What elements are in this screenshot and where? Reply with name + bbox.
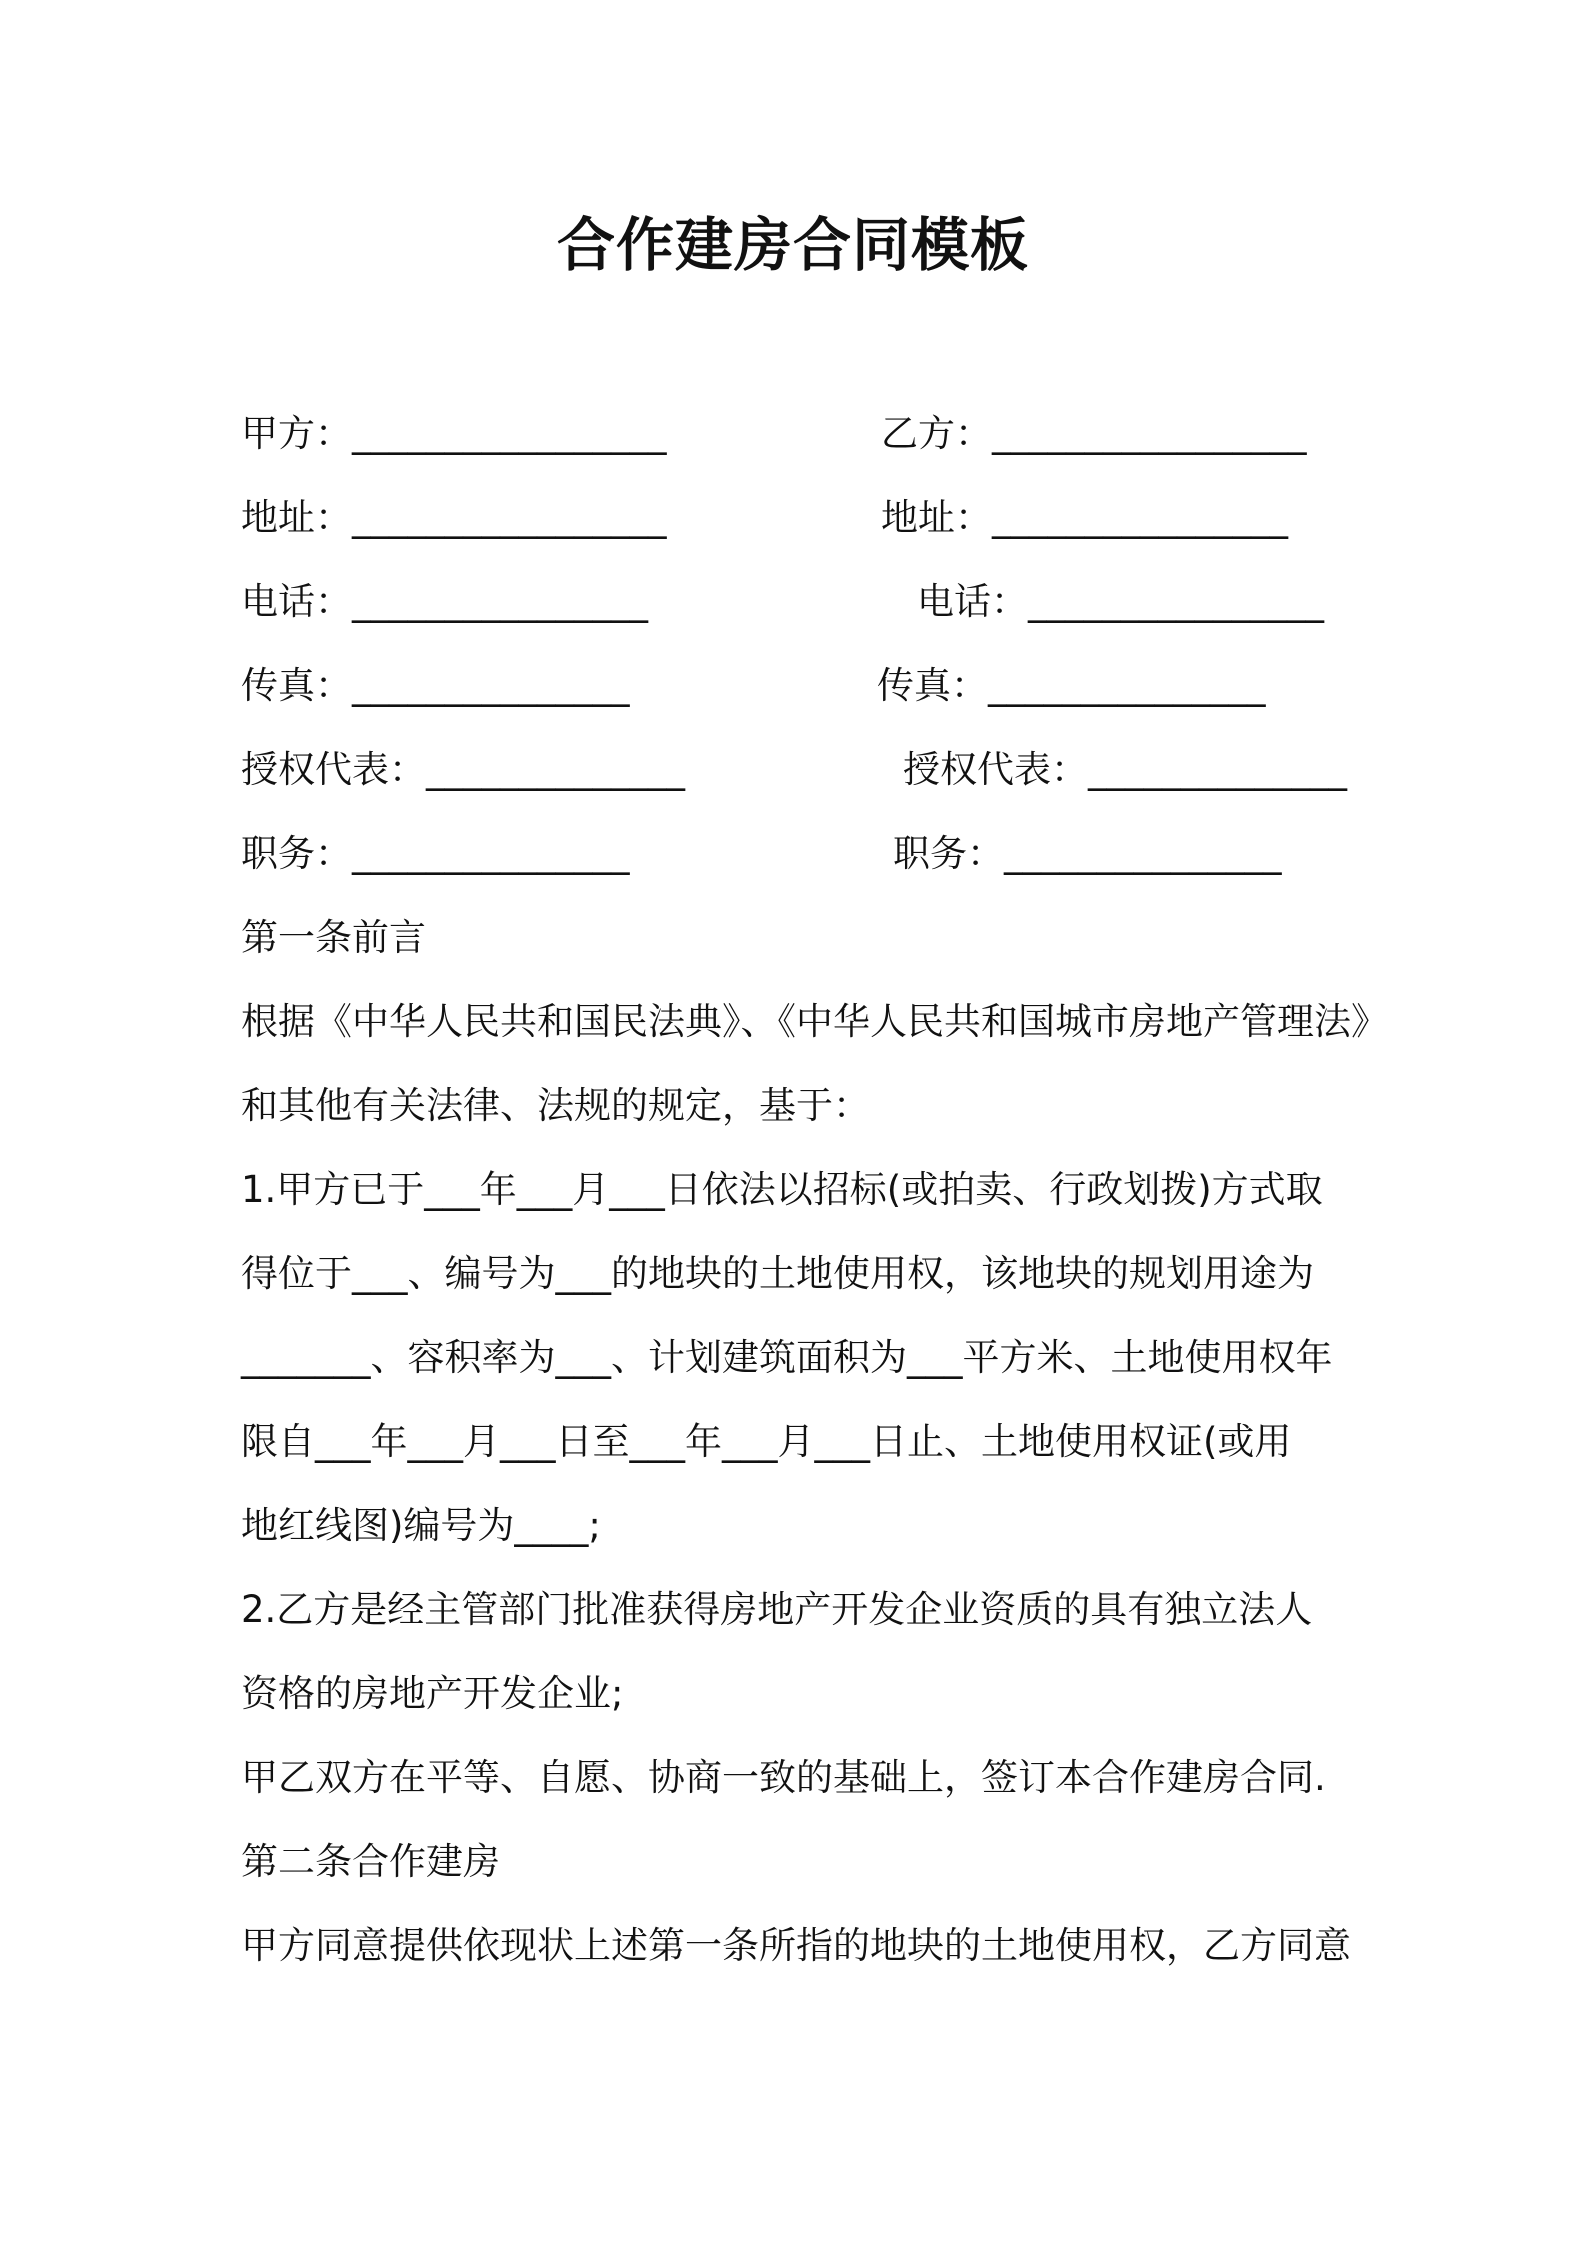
party-b-blank: _________________ [992,412,1307,455]
party-a-position-row [241,824,630,884]
body-line: 限自___年___月___日至___年___月___日止、土地使用权证(或用 [241,1420,1292,1463]
party-b-fax-blank: _______________ [988,664,1266,707]
party-b-address-label: 地址： [881,496,992,539]
party-b-label: 乙方： [881,412,992,455]
party-b-position-label: 职务： [893,832,1004,875]
document-title: 合作建房合同模板 [556,211,1029,279]
party-b-position-blank: _______________ [1004,832,1282,875]
party-a-address-blank: _________________ [352,496,667,539]
body-line: 根据《中华人民共和国民法典》、《中华人民共和国城市房地产管理法》 [241,1000,1388,1043]
body-line: 甲乙双方在平等、自愿、协商一致的基础上，签订本合作建房合同. [241,1756,1326,1799]
body-line: 和其他有关法律、法规的规定，基于： [241,1084,870,1127]
party-a-representative-blank: ______________ [426,748,685,791]
party-a-phone-label: 电话： [241,580,352,623]
party-b-representative-blank: ______________ [1088,748,1347,791]
party-a-phone-blank: ________________ [352,580,648,623]
section-heading-cooperation: 第二条合作建房 [241,1840,500,1883]
party-b-fax-label: 传真： [877,664,988,707]
party-a-label: 甲方： [241,412,352,455]
party-a-address-label: 地址： [241,496,352,539]
party-b-position-row [893,824,1282,884]
party-b-address-blank: ________________ [992,496,1288,539]
party-a-position-blank: _______________ [352,832,630,875]
party-b-phone-row [917,572,1324,632]
party-a-address-row [241,488,667,548]
party-b-row [881,404,1307,464]
party-a-blank: _________________ [352,412,667,455]
section-heading-preamble: 第一条前言 [241,916,426,959]
party-b-representative-label: 授权代表： [903,748,1088,791]
party-a-row [241,404,667,464]
party-a-representative-label: 授权代表： [241,748,426,791]
party-b-phone-blank: ________________ [1028,580,1324,623]
party-a-representative-row [241,740,685,800]
body-line: 地红线图)编号为____; [241,1504,601,1547]
party-b-phone-label: 电话： [917,580,1028,623]
party-b-fax-row [877,656,1266,716]
party-a-position-label: 职务： [241,832,352,875]
body-line: 甲方同意提供依现状上述第一条所指的地块的土地使用权，乙方同意 [241,1924,1351,1967]
party-a-fax-blank: _______________ [352,664,630,707]
body-line: 2.乙方是经主管部门批准获得房地产开发企业资质的具有独立法人 [241,1588,1313,1631]
body-line: 资格的房地产开发企业; [241,1672,624,1715]
party-a-fax-label: 传真： [241,664,352,707]
party-b-representative-row [903,740,1347,800]
body-line: 得位于___、编号为___的地块的土地使用权，该地块的规划用途为 [241,1252,1314,1295]
party-a-phone-row [241,572,648,632]
party-a-fax-row [241,656,630,716]
body-line: 1.甲方已于___年___月___日依法以招标(或拍卖、行政划拨)方式取 [241,1168,1323,1211]
body-line: _______、容积率为___、计划建筑面积为___平方米、土地使用权年 [241,1336,1333,1379]
party-b-address-row [881,488,1288,548]
